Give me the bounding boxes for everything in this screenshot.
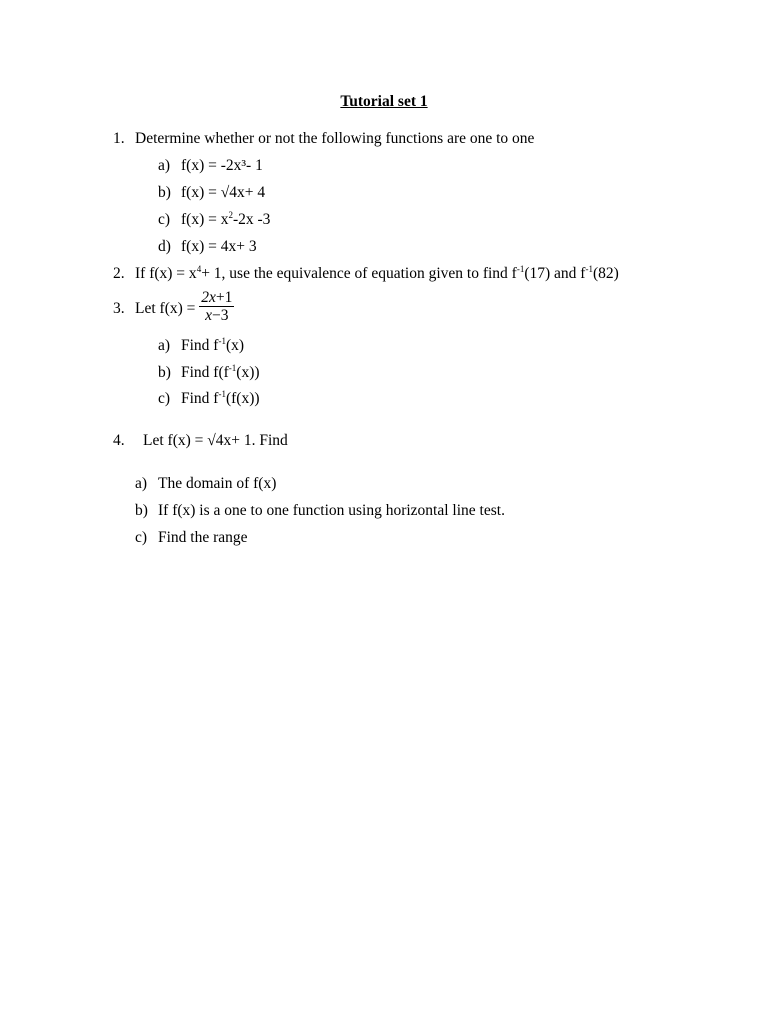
text-segment: (x) (225, 337, 245, 354)
text-segment: (82) (592, 265, 619, 282)
item-text (181, 210, 270, 230)
item-text (181, 363, 260, 383)
text-segment: (x)) (236, 364, 260, 381)
item-text (181, 389, 260, 409)
question-4 (113, 431, 288, 451)
numerator-variable: x (209, 289, 216, 307)
exponent: 2 (228, 210, 233, 220)
item-text: f(x) = 4x+ 3 (181, 238, 257, 255)
question-text (135, 264, 619, 284)
question-3-item-b (158, 363, 260, 383)
item-label: c) (135, 529, 148, 546)
exponent: -1 (585, 264, 593, 274)
item-text: f(x) = √4x+ 4 (181, 184, 266, 201)
item-label: d) (158, 238, 171, 255)
fraction-denominator (199, 307, 234, 325)
exponent: -1 (218, 336, 226, 346)
question-3-item-a (158, 336, 245, 356)
item-label: a) (158, 157, 171, 174)
page-title: Tutorial set 1 (340, 93, 428, 110)
item-label: b) (135, 502, 148, 519)
item-text-post: -2x -3 (232, 211, 271, 228)
denominator-operator: − (212, 307, 221, 325)
item-text (181, 336, 244, 356)
numerator-operator: + (215, 289, 225, 307)
text-segment: (f(x)) (225, 390, 260, 407)
question-2 (113, 264, 619, 284)
exponent: -1 (516, 264, 525, 274)
exponent: 4 (196, 264, 202, 274)
question-1-item-b (158, 183, 266, 203)
question-1-item-d (158, 237, 257, 257)
item-label: b) (158, 364, 171, 381)
text-segment: (17) and f (524, 265, 586, 282)
item-text: The domain of f(x) (158, 475, 277, 492)
fraction-numerator (199, 289, 234, 307)
item-text-pre: f(x) = x (181, 211, 229, 228)
item-label: c) (158, 390, 171, 407)
question-3 (113, 289, 233, 327)
fraction (199, 289, 234, 325)
text-segment: Let f(x) = (135, 300, 200, 317)
denominator-constant: 3 (220, 307, 229, 325)
text-segment: Find f(f (181, 364, 229, 381)
question-4-item-c (135, 528, 248, 548)
question-1-item-a (158, 156, 263, 176)
question-text: Let f(x) = √4x+ 1. Find (143, 432, 288, 449)
numerator-constant: 1 (224, 289, 233, 307)
text-segment: Find f (181, 390, 219, 407)
question-number: 4. (113, 432, 125, 449)
item-text: If f(x) is a one to one function using horizontal line test. (158, 502, 505, 519)
numerator-coefficient: 2 (201, 289, 210, 307)
question-4-item-b (135, 501, 505, 521)
question-1-item-c (158, 210, 271, 230)
denominator-variable: x (205, 307, 213, 325)
item-label: a) (135, 475, 148, 492)
text-segment: If f(x) = x (135, 265, 197, 282)
text-segment: Find f (181, 337, 219, 354)
question-text (135, 291, 234, 327)
exponent: -1 (228, 363, 237, 373)
item-text: f(x) = -2x³- 1 (181, 157, 263, 174)
question-number: 2. (113, 265, 125, 282)
item-label: b) (158, 184, 171, 201)
item-label: a) (158, 337, 171, 354)
question-4-item-a (135, 474, 277, 494)
exponent: -1 (218, 389, 226, 399)
question-number: 3. (113, 300, 125, 317)
question-number: 1. (113, 130, 125, 147)
text-segment: + 1, use the equivalence of equation given to find f (201, 265, 517, 282)
question-3-item-c (158, 389, 260, 409)
question-text: Determine whether or not the following functions are one to one (135, 130, 535, 147)
item-label: c) (158, 211, 171, 228)
item-text: Find the range (158, 529, 248, 546)
question-1 (113, 129, 535, 149)
